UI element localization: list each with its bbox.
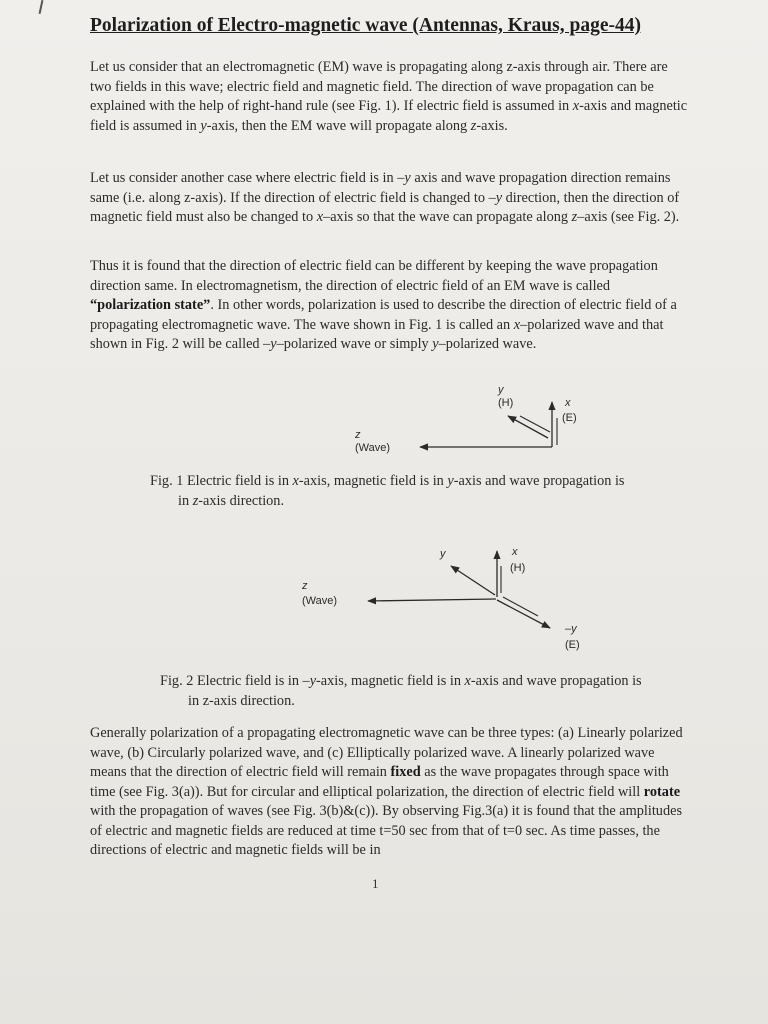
fig1-label-z: z bbox=[355, 429, 361, 441]
p4-text-4: rotate bbox=[643, 783, 681, 800]
p2-text-7: –axis so that the wave can propagate along bbox=[323, 209, 572, 225]
p4-text-3: as the wave propagates through space with time (see Fig. 3(a)). But for circular and elliptical polarization, the direction of electric field will bbox=[90, 764, 669, 800]
fig2-caption-6: in z-axis direction. bbox=[188, 692, 295, 709]
fig1-label-y: y bbox=[498, 384, 504, 396]
p1-text-5: -axis, then the EM wave will propagate along bbox=[206, 117, 471, 134]
fig2-caption-2: –y bbox=[302, 673, 317, 689]
fig1-label-e: (E) bbox=[562, 412, 577, 424]
p1-text-4: y bbox=[200, 117, 207, 134]
fig2-label-z: z bbox=[302, 580, 308, 592]
p3-text-9: –polarized wave. bbox=[438, 336, 537, 352]
p4-text-5: with the propagation of waves (see Fig. 3(b)&(c)). By observing Fig.3(a) it is found that the amplitudes of electric and magnetic fields are reduced at time t=50 sec from that of t=0 sec. As time passes, the directions of electric and magnetic fields will be in bbox=[90, 803, 683, 858]
p4-text-2: fixed bbox=[390, 764, 421, 780]
fig1-label-wave: (Wave) bbox=[355, 442, 391, 454]
fig1-caption-5: -axis and wave propagation is bbox=[453, 473, 625, 489]
p2-text-4: –y bbox=[488, 189, 503, 206]
p2-text-6: x bbox=[316, 209, 324, 225]
fig1-caption-line2 bbox=[150, 492, 670, 512]
p3-text-6: –y bbox=[263, 336, 277, 352]
fig1-h-field-line bbox=[520, 416, 550, 432]
fig2-caption bbox=[160, 672, 680, 711]
fig2-label-neg-y: –y bbox=[565, 623, 577, 635]
p2-text-1: Let us consider another case where electric field is in bbox=[90, 170, 398, 186]
p1-text-7: -axis. bbox=[476, 117, 508, 134]
p3-text-4: x bbox=[513, 316, 521, 333]
fig2-caption-4: x bbox=[464, 673, 471, 689]
fig2-caption-1: Fig. 2 Electric field is in bbox=[160, 673, 303, 689]
fig1-h-field-arrow bbox=[508, 416, 548, 438]
p1-text-6: z bbox=[470, 117, 477, 134]
p3-text-1: Thus it is found that the direction of electric field can be different by keeping the wave propagation direction same. In electromagnetism, the direction of electric field of an EM wave is called bbox=[90, 258, 658, 294]
fig2-wave-arrow bbox=[368, 599, 496, 601]
fig1-caption-4: y bbox=[447, 473, 454, 489]
fig2-label-x: x bbox=[512, 546, 518, 558]
fig1-label-x: x bbox=[565, 397, 571, 409]
fig1-caption-1: Fig. 1 Electric field is in bbox=[150, 473, 293, 489]
fig1-caption-2: x bbox=[292, 473, 299, 489]
fig1-label-h: (H) bbox=[498, 397, 514, 409]
p2-text-3: axis and wave propagation direction remains same (i.e. along z-axis). If the direction of electric field is changed to bbox=[90, 170, 671, 206]
p1-text-2: x bbox=[572, 98, 580, 114]
p3-text-5: –polarized wave and that shown in Fig. 2 will be called bbox=[90, 316, 664, 352]
page-number: 1 bbox=[372, 876, 379, 891]
p2-text-5: direction, then the direction of magnetic field must also be changed to bbox=[90, 189, 680, 225]
fig2-label-h: (H) bbox=[510, 562, 526, 574]
fig2-caption-5: -axis and wave propagation is bbox=[470, 673, 642, 689]
p1-text-3: -axis and magnetic field is assumed in bbox=[90, 98, 688, 134]
p4-text-1: Generally polarization of a propagating electromagnetic wave can be three types: (a) Linearly polarized wave, (b) Circularly polarized wave, and (c) Elliptically polarized wave. A linearly polarized wave means that the direction of electric field will remain bbox=[90, 725, 683, 780]
fig2-caption-3: -axis, magnetic field is in bbox=[316, 673, 465, 689]
p2-text-9: –axis (see Fig. 2). bbox=[577, 209, 680, 225]
fig2-y-axis-arrow bbox=[451, 566, 495, 595]
fig1-caption-6: in bbox=[178, 492, 193, 509]
fig1-diagram bbox=[354, 384, 577, 454]
p3-text-3: . In other words, polarization is used to describe the direction of electric field of a propagating electromagnetic wave. The wave shown in Fig. 1 is called an bbox=[90, 297, 677, 333]
fig2-label-y: y bbox=[440, 548, 446, 560]
page-title: Polarization of Electro-magnetic wave (Antennas, Kraus, page-44) bbox=[90, 15, 641, 36]
fig1-caption bbox=[150, 472, 670, 511]
p3-text-2: “polarization state” bbox=[90, 297, 211, 313]
fig1-caption-3: -axis, magnetic field is in bbox=[298, 473, 448, 489]
p3-text-8: y bbox=[432, 336, 439, 352]
fig2-label-e: (E) bbox=[565, 639, 580, 651]
p2-text-8: z bbox=[571, 209, 578, 225]
p1-text-1: Let us consider that an electromagnetic (EM) wave is propagating along z-axis through air. There are two fields in this wave; electric field and magnetic field. The direction of wave propagation can be explained with the help of right-hand rule (see Fig. 1). If electric field is assumed in bbox=[90, 59, 668, 114]
fig2-diagram bbox=[301, 546, 580, 651]
p2-text-2: –y bbox=[397, 170, 411, 186]
p3-text-7: –polarized wave or simply bbox=[276, 336, 433, 352]
paragraph-polarization-types bbox=[90, 724, 690, 861]
fig1-caption-8: -axis direction. bbox=[198, 492, 285, 509]
fig2-label-wave: (Wave) bbox=[302, 595, 338, 607]
fig1-caption-7: z bbox=[192, 492, 199, 509]
fig2-e-field-arrow bbox=[497, 600, 550, 628]
